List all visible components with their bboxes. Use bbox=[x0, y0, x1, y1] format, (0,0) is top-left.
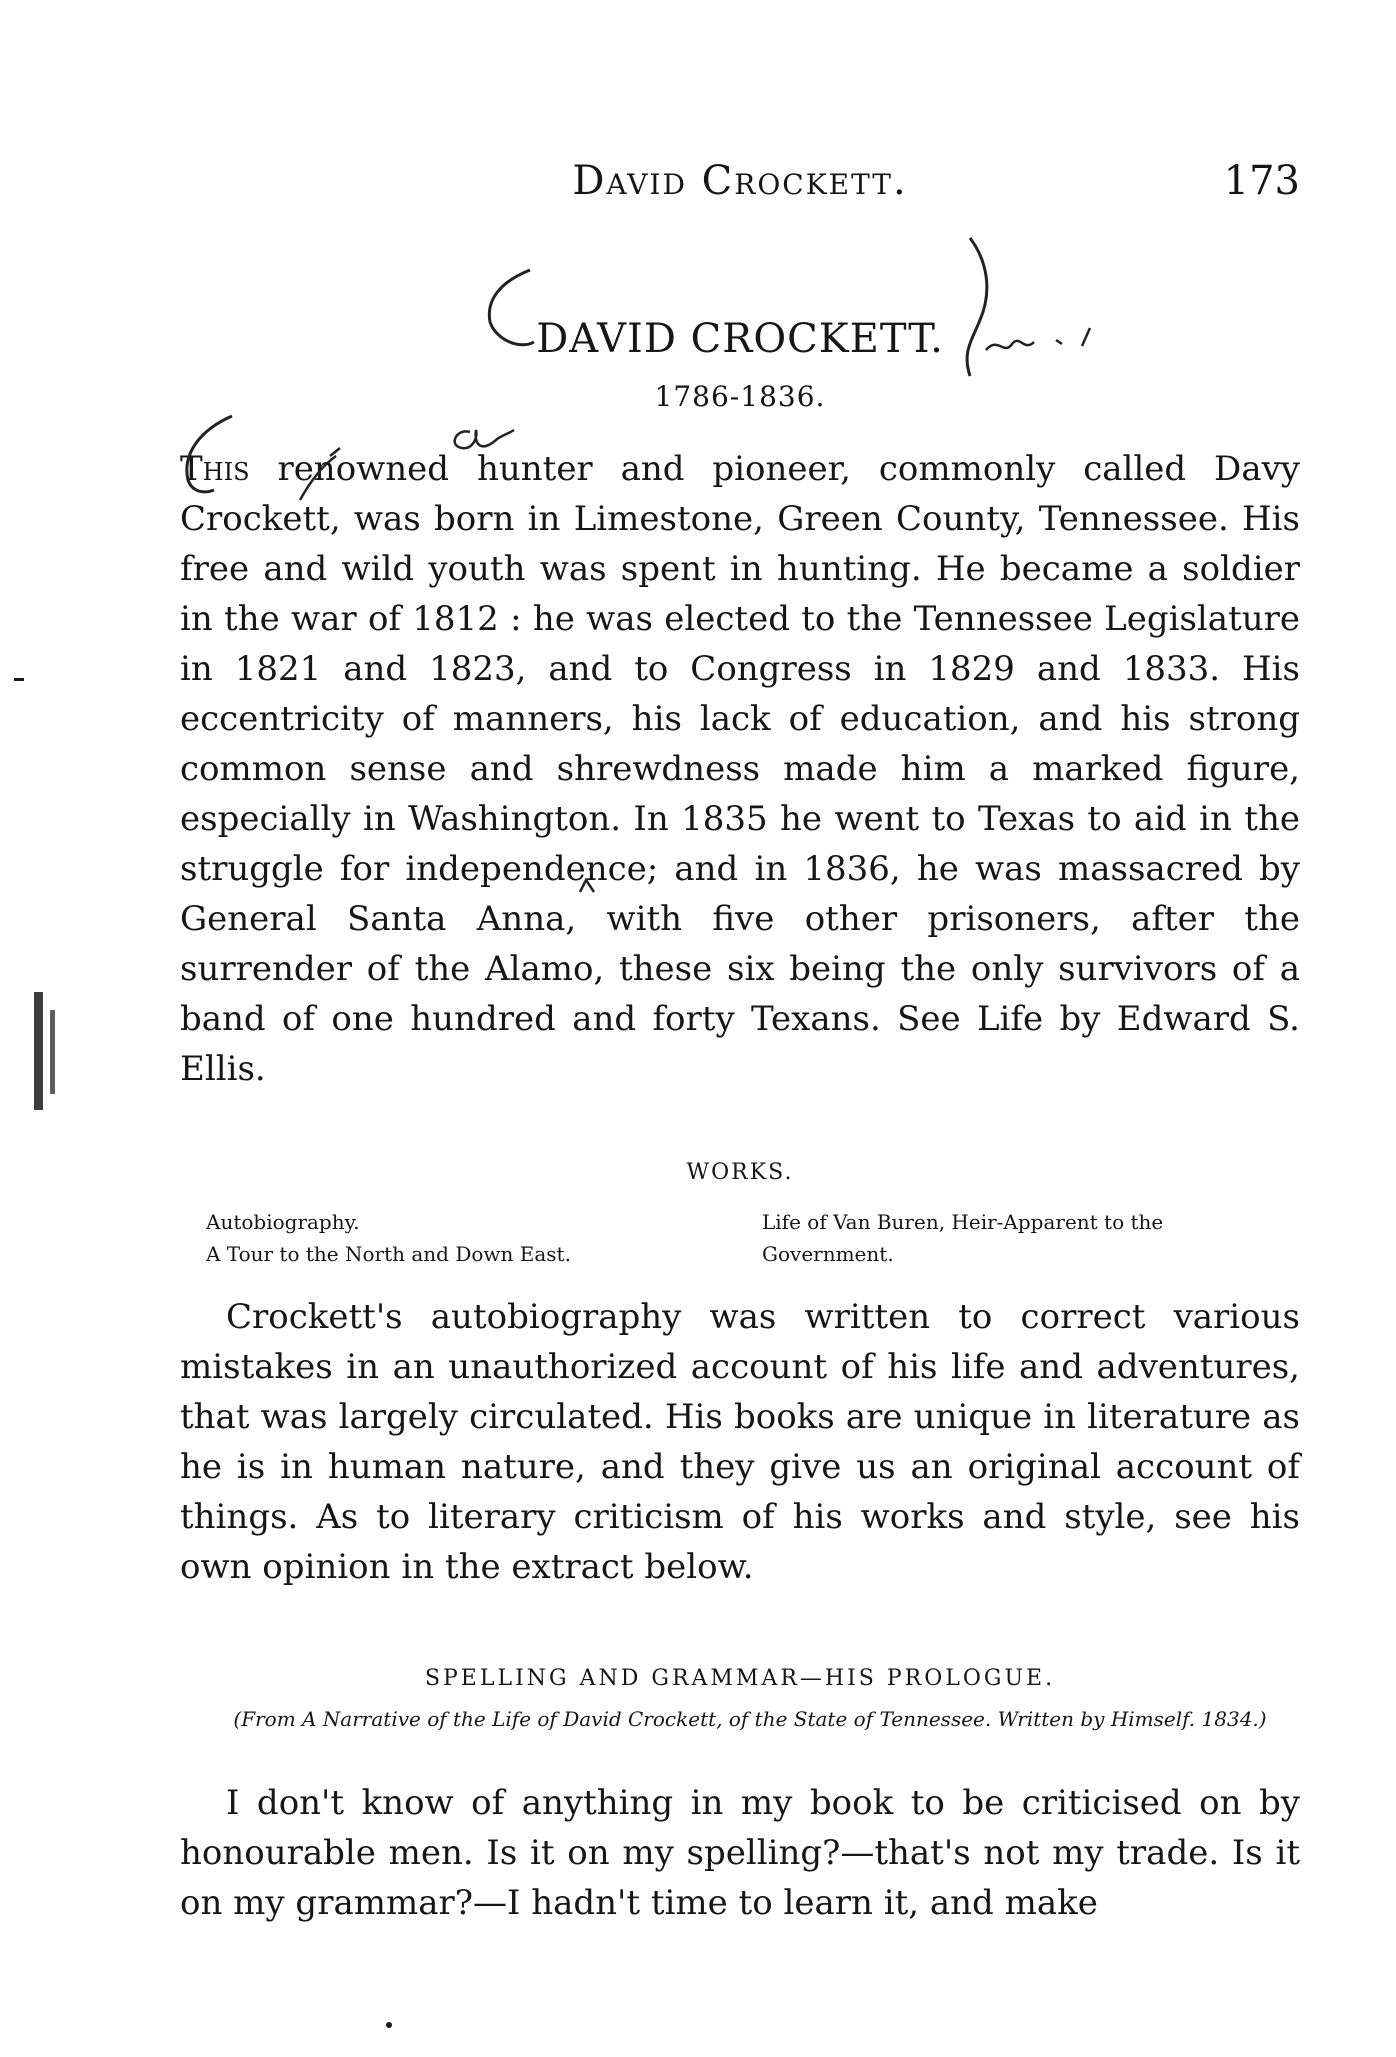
extract-heading: SPELLING AND GRAMMAR—HIS PROLOGUE. bbox=[424, 1666, 1056, 1691]
page-number: 173 bbox=[1223, 158, 1300, 204]
commentary-paragraph: Crockett's autobiography was written to correct various mistakes in an unauthorized account of his life and adventures, that was largely circulated. His books are unique in literature as he is in human nature, and they give us an original account of things. As to literary criticism of his works and style, see his own opinion in the extract below. bbox=[180, 1297, 1300, 1587]
running-title: David Crockett. bbox=[572, 158, 908, 204]
biography-lead-word: This bbox=[180, 449, 250, 489]
handwritten-a-mark bbox=[455, 430, 514, 448]
work-title-continued: Government. bbox=[762, 1242, 894, 1266]
work-title: Life of Van Buren, Heir-Apparent to the bbox=[762, 1210, 1164, 1234]
biography-text: renowned hunter and pioneer, commonly called Davy Crockett, was born in Limestone, Green County, Tennessee. His free and wild youth was spent in hunting. He became a soldier in the war of 1812 : he was elected to the Tennessee Legislature in 1821 and 1823, and to Congress in 1829 and 1833. His eccentricity of manners, his lack of education, and his strong common sense and shrewdness made him a marked figure, especially in Washington. In 1835 he went to Texas to aid in the struggle for independence; and in 1836, he was massacred by General Santa Anna, with five other prisoners, after the surrender of the Alamo, these six being the only survivors of a band of one hundred and forty Texans. See Life by Edward S. Ellis. bbox=[180, 449, 1301, 1089]
work-title: A Tour to the North and Down East. bbox=[206, 1242, 571, 1266]
right-brace-mark bbox=[967, 238, 987, 376]
insertion-caret-mark bbox=[580, 868, 594, 892]
scribble-mark bbox=[986, 328, 1090, 350]
extract-paragraph: I don't know of anything in my book to be criticised on by honourable men. Is it on my spelling?—that's not my trade. Is it on my grammar?—I hadn't time to learn it, and make bbox=[180, 1783, 1300, 1923]
paragraph-bracket-mark bbox=[187, 416, 232, 492]
work-title: Autobiography. bbox=[206, 1210, 360, 1234]
entry-title: DAVID CROCKETT. bbox=[536, 316, 944, 362]
insertion-caret-mark bbox=[300, 448, 340, 500]
left-brace-mark bbox=[489, 270, 534, 345]
entry-dates: 1786-1836. bbox=[654, 380, 826, 413]
extract-source-citation: (From A Narrative of the Life of David Crockett, of the State of Tennessee. Written by Himself. 1834.) bbox=[233, 1707, 1267, 1731]
works-heading: WORKS. bbox=[686, 1160, 794, 1185]
